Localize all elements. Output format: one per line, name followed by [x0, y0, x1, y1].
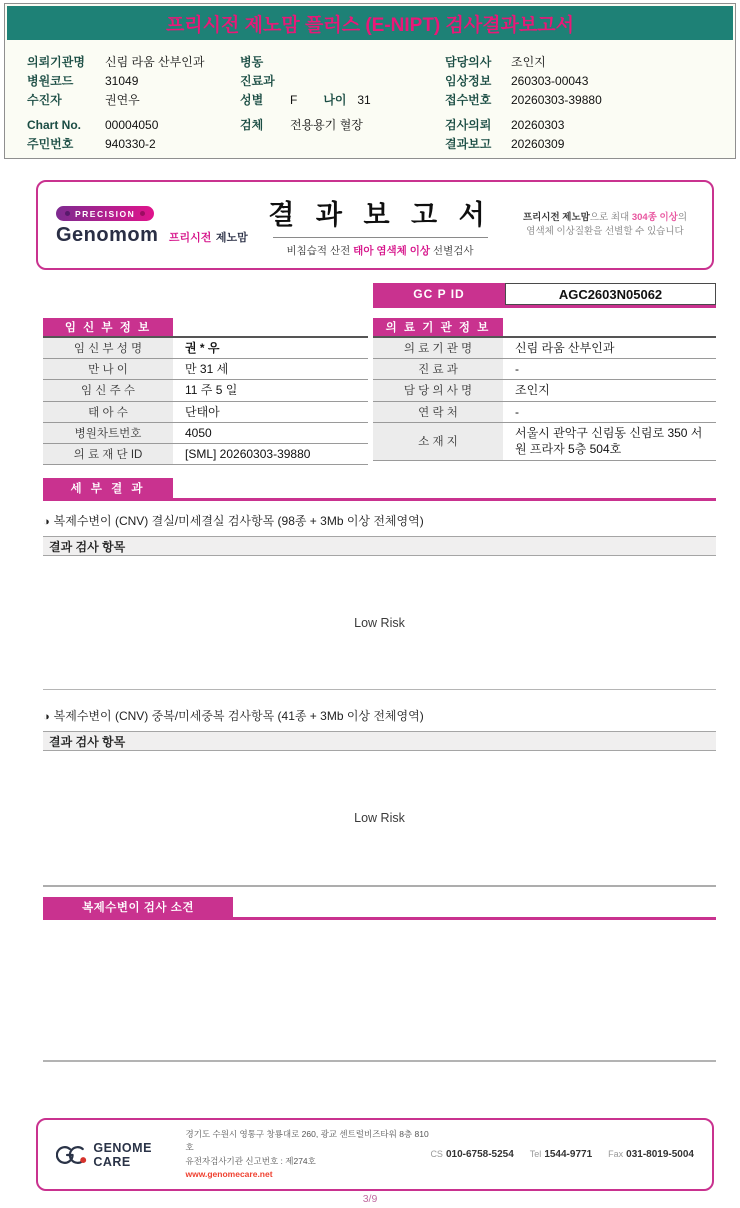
- hospital-chart-label: 병원차트번호: [43, 423, 173, 443]
- maternal-info-header: 임 신 부 정 보: [43, 318, 173, 336]
- patient-label: 수진자: [27, 93, 62, 107]
- receipt-no-value: 20260303-39880: [511, 92, 602, 107]
- clinic-department-label: 진 료 과: [373, 359, 503, 379]
- patient-value: 권연우: [105, 93, 140, 107]
- table-row: [373, 402, 716, 423]
- resident-no-value: 940330-2: [105, 136, 156, 151]
- tagline-accent: 304종 이상: [631, 211, 678, 223]
- table-row: [43, 402, 368, 423]
- hospital-chart-value: 4050: [185, 425, 212, 440]
- report-subtitle: [244, 243, 516, 258]
- clinic-contact-value: -: [515, 404, 519, 419]
- request-date-value: 20260303: [511, 117, 565, 132]
- tagline-suffix: 의: [677, 211, 688, 223]
- title-divider: [273, 237, 488, 238]
- cnv-duplication-section-title: [43, 707, 424, 724]
- header-row-department: [240, 71, 440, 90]
- precision-badge-label: PRECISION: [75, 208, 136, 219]
- fetus-count-label: 태 아 수: [43, 402, 173, 422]
- header-row-clinical-info: [445, 71, 730, 90]
- maternal-info-header-row: [43, 318, 368, 338]
- maternal-age-label: 만 나 이: [43, 359, 173, 379]
- header-row-hospital-code: [27, 71, 237, 90]
- clinic-name-label: 의 료 기 관 명: [373, 338, 503, 358]
- cnv-duplication-title-text: 복제수변이 (CNV) 중복/미세중복 검사항목 (41종 + 3Mb 이상 전체영역): [53, 709, 424, 723]
- table-row: [373, 380, 716, 401]
- ward-label: 병동: [240, 55, 264, 69]
- subtitle-prefix: 비침습적 산전: [286, 244, 354, 257]
- cnv-duplication-result: Low Risk: [354, 811, 405, 825]
- header-row-specimen: [240, 115, 440, 134]
- detail-results-section-header: [43, 478, 716, 501]
- gcp-id-value: AGC2603N05062: [505, 283, 716, 305]
- subtitle-accent: 태아 염색체 이상: [353, 244, 431, 257]
- institution-value: 신림 라움 산부인과: [105, 55, 205, 69]
- hospital-code-value: 31049: [105, 73, 139, 88]
- patient-header-box: [4, 3, 736, 159]
- clinical-info-label: 임상정보: [445, 74, 492, 88]
- report-title-block: [244, 193, 516, 258]
- table-row: [373, 423, 716, 461]
- patient-header-column-1: [27, 52, 237, 153]
- precision-badge: [56, 206, 154, 221]
- clinic-name-value: 신림 라움 산부인과: [515, 341, 615, 355]
- header-row-chart-no: [27, 115, 237, 134]
- clinic-address-label: 소 재 지: [373, 423, 503, 460]
- report-date-label: 결과보고: [445, 137, 492, 151]
- doctor-label: 담당의사: [445, 55, 492, 69]
- specimen-label: 검체: [240, 118, 264, 132]
- cnv-findings-section-header: [43, 897, 716, 920]
- clinic-info-header-row: [373, 318, 716, 338]
- cs-label: CS: [430, 1149, 443, 1159]
- cs-number: 010-6758-5254: [445, 1149, 514, 1160]
- header-row-resident-no: [27, 134, 237, 153]
- maternal-info-table: [43, 318, 368, 465]
- request-date-label: 검사의뢰: [445, 118, 492, 132]
- genome-care-brand: GENOME CARE: [93, 1140, 152, 1169]
- clinical-info-value: 260303-00043: [511, 73, 589, 88]
- table-row: [373, 359, 716, 380]
- chart-no-value: 00004050: [105, 117, 159, 132]
- maternal-age-value: 만 31 세: [185, 362, 229, 377]
- footer-box: [36, 1118, 714, 1191]
- report-date-value: 20260309: [511, 136, 565, 151]
- fax-number: 031-8019-5004: [626, 1149, 694, 1160]
- subtitle-suffix: 선별검사: [430, 244, 474, 257]
- table-row: [43, 444, 368, 465]
- brand-kr-accent: 프리시전: [168, 232, 212, 244]
- tagline-mid: 으로 최대: [589, 211, 632, 223]
- brand-kr: 제노맘: [215, 232, 248, 244]
- sex-label: 성별: [240, 93, 264, 107]
- fetus-count-value: 단태아: [185, 404, 220, 419]
- footer-cs: [430, 1149, 513, 1160]
- tagline-block: [516, 211, 694, 240]
- footer-address: [185, 1128, 430, 1181]
- cnv-duplication-column-header: 결과 검사 항목: [43, 731, 716, 751]
- detail-results-title: 세 부 결 과: [43, 478, 173, 498]
- cnv-deletion-title-text: 복제수변이 (CNV) 결실/미세결실 검사항목 (98종 + 3Mb 이상 전체영역): [53, 514, 424, 528]
- maternal-name-label: 임 신 부 성 명: [43, 338, 173, 358]
- header-row-ward: [240, 52, 440, 71]
- table-row: [43, 359, 368, 380]
- header-row-report-date: [445, 134, 730, 153]
- tel-label: Tel: [529, 1149, 542, 1159]
- footer-website-link[interactable]: www.genomecare.net: [185, 1168, 273, 1179]
- header-row-receipt-no: [445, 90, 730, 109]
- table-row: [43, 338, 368, 359]
- half-circle-bullet-icon: ◑: [43, 516, 50, 528]
- gestation-weeks-label: 임 신 주 수: [43, 380, 173, 400]
- patient-header-column-3: [445, 52, 730, 153]
- clinic-doctor-label: 담 당 의 사 명: [373, 380, 503, 400]
- footer-address-line1: 경기도 수원시 영통구 창룡대로 260, 광교 센트럴비즈타워 8층 810호: [185, 1129, 429, 1153]
- table-row: [43, 423, 368, 444]
- chart-no-label: Chart No.: [27, 117, 81, 132]
- genome-care-logo: [56, 1141, 185, 1169]
- tagline-brand: 프리시전 제노맘: [522, 211, 590, 223]
- table-row: [43, 380, 368, 401]
- header-row-sex-age: [240, 90, 440, 109]
- clinic-doctor-value: 조인지: [515, 383, 550, 398]
- hospital-code-label: 병원코드: [27, 74, 74, 88]
- foundation-id-value: [SML] 20260303-39880: [185, 446, 311, 461]
- sex-value: F: [290, 92, 298, 107]
- header-row-patient: [27, 90, 237, 109]
- resident-no-label: 주민번호: [27, 137, 74, 151]
- tagline-line2: 염색체 이상질환을 선별할 수 있습니다: [526, 226, 684, 237]
- cnv-deletion-result-area: [43, 556, 716, 690]
- clinic-info-header: 의 료 기 관 정 보: [373, 318, 503, 336]
- cnv-duplication-result-area: [43, 751, 716, 887]
- gcp-id-label: GC P ID: [373, 283, 505, 305]
- footer-address-line2: 유전자검사기관 신고번호 : 제274호: [185, 1155, 316, 1166]
- report-header-box: [36, 180, 714, 270]
- tagline-line1: [516, 211, 694, 225]
- clinic-address-value: 서울시 관악구 신림동 신림로 350 서원 프라자 5층 504호: [515, 426, 703, 457]
- clinic-contact-label: 연 락 처: [373, 402, 503, 422]
- specimen-value: 전용용기 혈장: [290, 118, 363, 132]
- cnv-findings-title: 복제수변이 검사 소견: [43, 897, 233, 917]
- patient-header-column-2: [240, 52, 440, 134]
- age-label: 나이: [323, 93, 347, 107]
- brand-name: Genomom: [56, 224, 159, 246]
- footer-contact: [430, 1149, 694, 1160]
- clinic-department-value: -: [515, 362, 519, 377]
- doctor-value: 조인지: [511, 55, 546, 69]
- clinic-info-table: [373, 318, 716, 461]
- department-label: 진료과: [240, 74, 275, 88]
- header-row-doctor: [445, 52, 730, 71]
- receipt-no-label: 접수번호: [445, 93, 492, 107]
- maternal-name-value: 권 * 우: [185, 341, 220, 355]
- header-row-institution: [27, 52, 237, 71]
- badge-dot-right-icon: [140, 211, 145, 216]
- footer-tel: [530, 1149, 592, 1160]
- cnv-deletion-result: Low Risk: [354, 615, 405, 630]
- page-number: 3/9: [362, 1193, 378, 1205]
- report-title-banner: [7, 6, 733, 40]
- tel-number: 1544-9771: [544, 1149, 593, 1160]
- genome-care-mark-icon: [56, 1142, 87, 1168]
- brand-line: [56, 224, 248, 247]
- table-row: [373, 338, 716, 359]
- report-title: 프리시전 제노맘 플러스 (E-NIPT) 검사결과보고서: [165, 14, 575, 36]
- genomom-logo: [56, 203, 248, 247]
- half-circle-bullet-icon: ◑: [43, 711, 50, 723]
- footer-fax: [608, 1149, 694, 1160]
- fax-label: Fax: [608, 1149, 624, 1159]
- cnv-findings-area: [43, 921, 716, 1062]
- cnv-deletion-column-header: 결과 검사 항목: [43, 536, 716, 556]
- institution-label: 의뢰기관명: [27, 55, 85, 69]
- badge-dot-left-icon: [65, 211, 70, 216]
- result-report-title: 결 과 보 고 서: [268, 199, 492, 230]
- gestation-weeks-value: 11 주 5 일: [185, 383, 238, 398]
- age-value: 31: [357, 92, 371, 107]
- gcp-id-row: [373, 283, 716, 308]
- cnv-deletion-section-title: [43, 512, 424, 529]
- header-row-request-date: [445, 115, 730, 134]
- foundation-id-label: 의 료 재 단 ID: [43, 444, 173, 464]
